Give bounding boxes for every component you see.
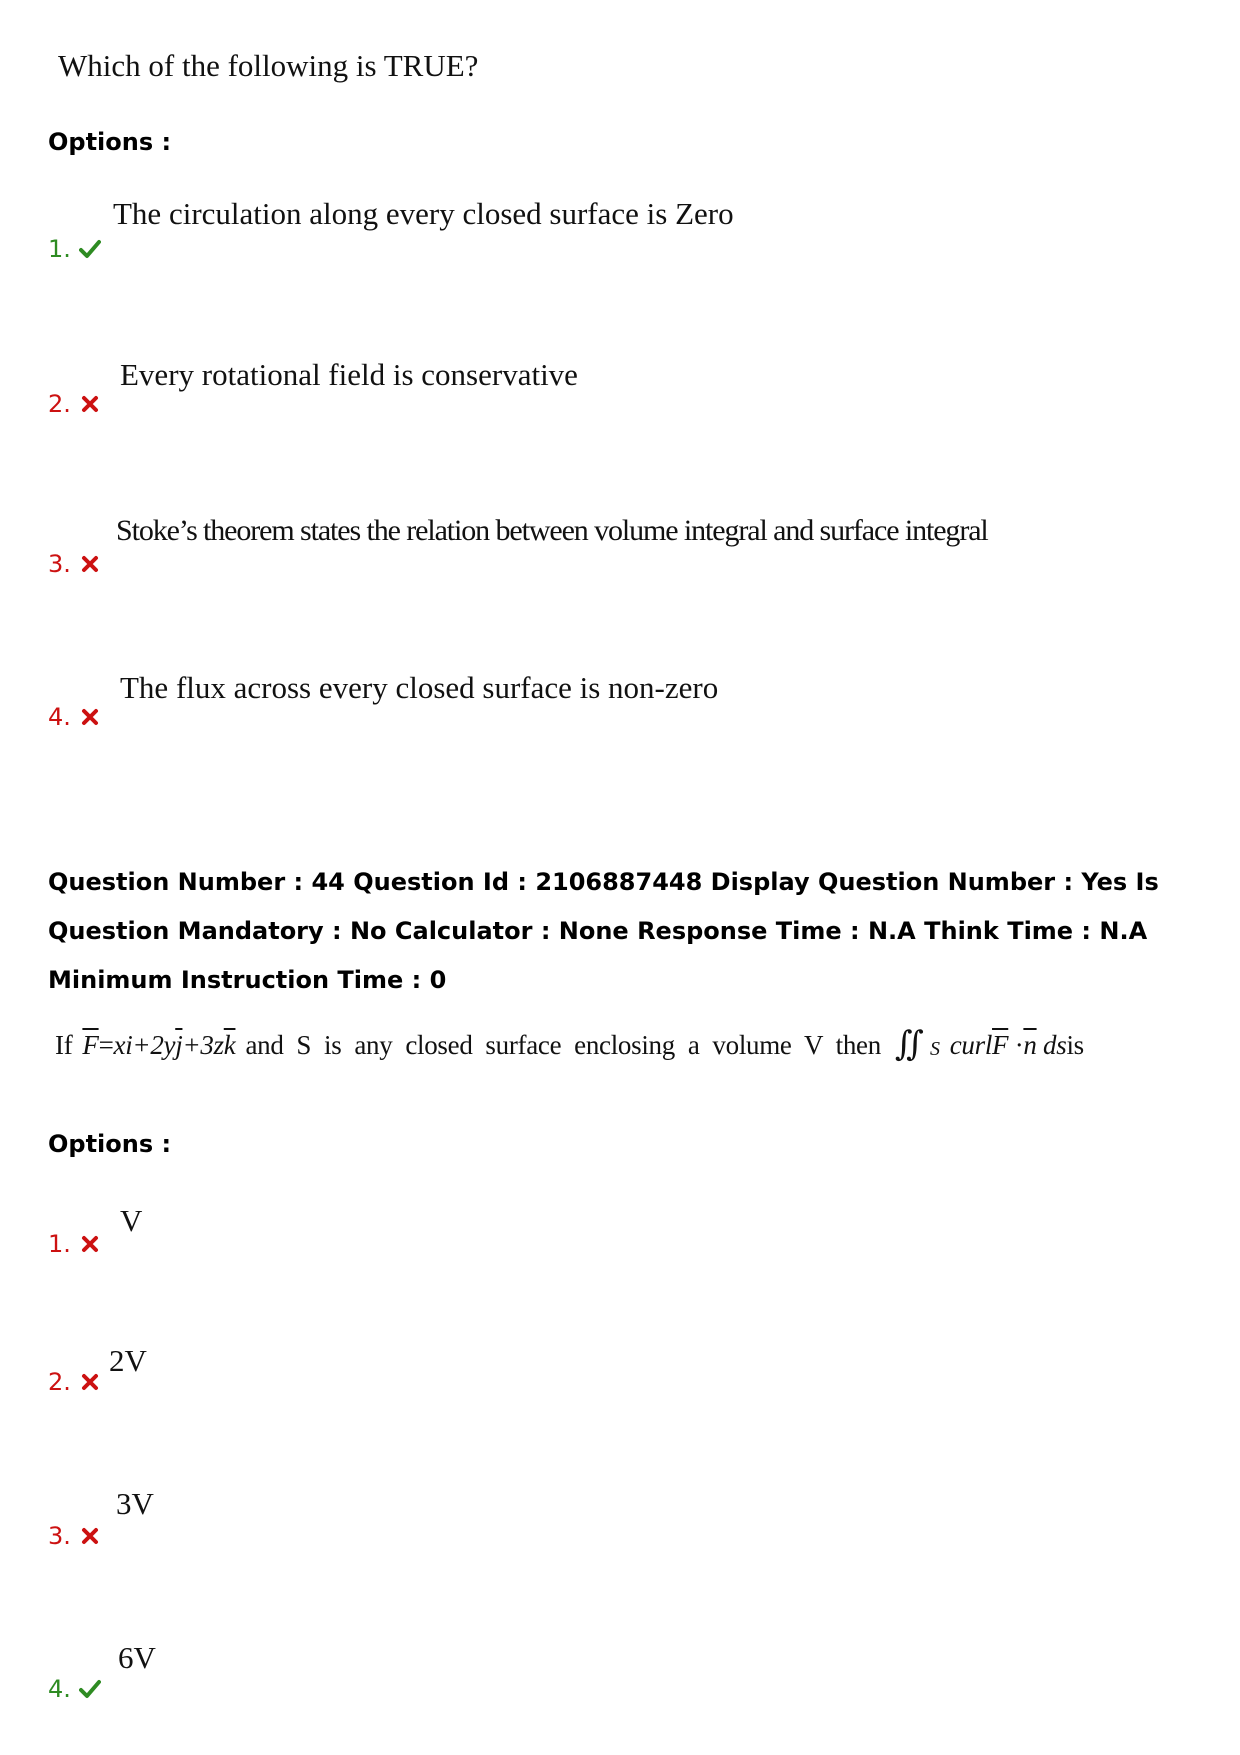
option-index: 1. xyxy=(48,1230,71,1258)
unit-k: $\overline{k}$ xyxy=(223,1030,236,1060)
option-text-4: 6V xyxy=(118,1640,156,1675)
cross-icon xyxy=(79,553,101,575)
integrand xyxy=(950,1030,1084,1061)
cross-icon xyxy=(79,1525,101,1547)
option-number-3 xyxy=(48,1522,101,1550)
term-xi: xi xyxy=(113,1030,133,1060)
option-index: 3. xyxy=(48,1522,71,1550)
option-text-4: The flux across every closed surface is non-zero xyxy=(120,670,719,705)
option-index: 1. xyxy=(48,235,71,263)
option-text-3: Stoke’s theorem states the relation between volume integral and surface integral xyxy=(116,514,988,547)
curl-text: curl xyxy=(949,1030,993,1060)
option-text-2: 2V xyxy=(109,1343,147,1378)
check-icon xyxy=(79,238,101,260)
question-stem xyxy=(55,1026,1084,1063)
dot-operator: · xyxy=(1014,1030,1024,1060)
is-text: is xyxy=(1066,1030,1084,1060)
option-number-3 xyxy=(48,550,101,578)
option-index: 4. xyxy=(48,703,71,731)
unit-j: $\overline{j}$ xyxy=(175,1030,183,1060)
option-number-2 xyxy=(48,390,101,418)
cross-icon xyxy=(79,1371,101,1393)
ds-text: ds xyxy=(1043,1030,1067,1060)
surface-integral xyxy=(894,1026,940,1063)
check-icon xyxy=(79,1678,101,1700)
term-2y: +2y xyxy=(132,1030,176,1060)
option-number-4 xyxy=(48,703,101,731)
option-number-1 xyxy=(48,235,101,263)
option-text-3: 3V xyxy=(116,1486,154,1521)
cross-icon xyxy=(79,1233,101,1255)
cross-icon xyxy=(79,706,101,728)
option-index: 2. xyxy=(48,1368,71,1396)
option-number-1 xyxy=(48,1230,101,1258)
vector-F: $\overline{F}$ xyxy=(82,1030,99,1060)
option-text-2: Every rotational field is conservative xyxy=(120,357,578,392)
stem-if: If xyxy=(55,1030,73,1060)
options-heading: Options : xyxy=(48,128,172,156)
option-number-2 xyxy=(48,1368,101,1396)
cross-icon xyxy=(79,393,101,415)
option-index: 4. xyxy=(48,1675,71,1703)
normal-n: $\overline{n}$ xyxy=(1023,1030,1037,1060)
option-index: 3. xyxy=(48,550,71,578)
options-heading: Options : xyxy=(48,1130,172,1158)
option-text-1: The circulation along every closed surface is Zero xyxy=(113,196,734,231)
vector-F-2: $\overline{F}$ xyxy=(992,1030,1009,1060)
stem-words: and S is any closed surface enclosing a volume V then xyxy=(245,1030,881,1060)
option-text-1: V xyxy=(120,1203,143,1238)
term-3z: +3z xyxy=(182,1030,224,1060)
integral-subscript: S xyxy=(930,1038,940,1060)
integral-sign: ∬ xyxy=(894,1026,924,1063)
question-stem: Which of the following is TRUE? xyxy=(58,48,479,83)
option-number-4 xyxy=(48,1675,101,1703)
question-metadata: Question Number : 44 Question Id : 2106887448 Display Question Number : Yes Is Question Mandatory : No Calculator : None Response Time : N.A Think Time : N.A Minimum Instruction Time : 0 xyxy=(48,868,1159,994)
equals-sign: = xyxy=(98,1030,114,1060)
stem-formula xyxy=(82,1030,235,1061)
option-index: 2. xyxy=(48,390,71,418)
